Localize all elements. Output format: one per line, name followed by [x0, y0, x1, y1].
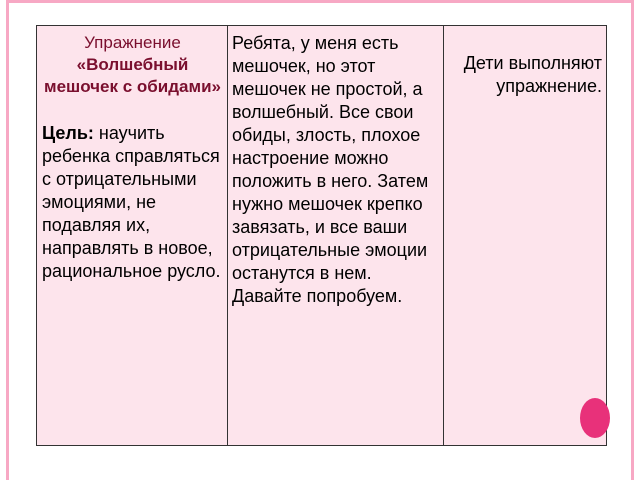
frame-right-border [631, 0, 634, 480]
exercise-title-label: Упражнение [84, 33, 181, 52]
children-cell [444, 26, 607, 446]
frame-top-border [6, 0, 634, 3]
exercise-goal [42, 122, 223, 283]
lesson-table [36, 25, 607, 446]
exercise-title [42, 32, 223, 98]
decorative-circle [580, 398, 610, 438]
goal-label: Цель: [42, 123, 94, 143]
table-row [37, 26, 607, 446]
teacher-text: Ребята, у меня есть мешочек, но этот мешочек не простой, а волшебный. Все свои обиды, злость, плохое настроение можно положить в него. Затем нужно мешочек крепко завязать, и все ваши отрицательные эмоции останутся в нем. Давайте попробуем. [232, 33, 429, 306]
goal-text: научить ребенка справляться с отрицательными эмоциями, не подавляя их, направлять в новое, рациональное русло. [42, 123, 221, 281]
frame-left-border [6, 0, 9, 480]
children-text: Дети выполняют упражнение. [463, 53, 602, 96]
teacher-cell [228, 26, 444, 446]
exercise-cell [37, 26, 228, 446]
exercise-title-name: «Волшебный мешочек с обидами» [44, 55, 221, 96]
